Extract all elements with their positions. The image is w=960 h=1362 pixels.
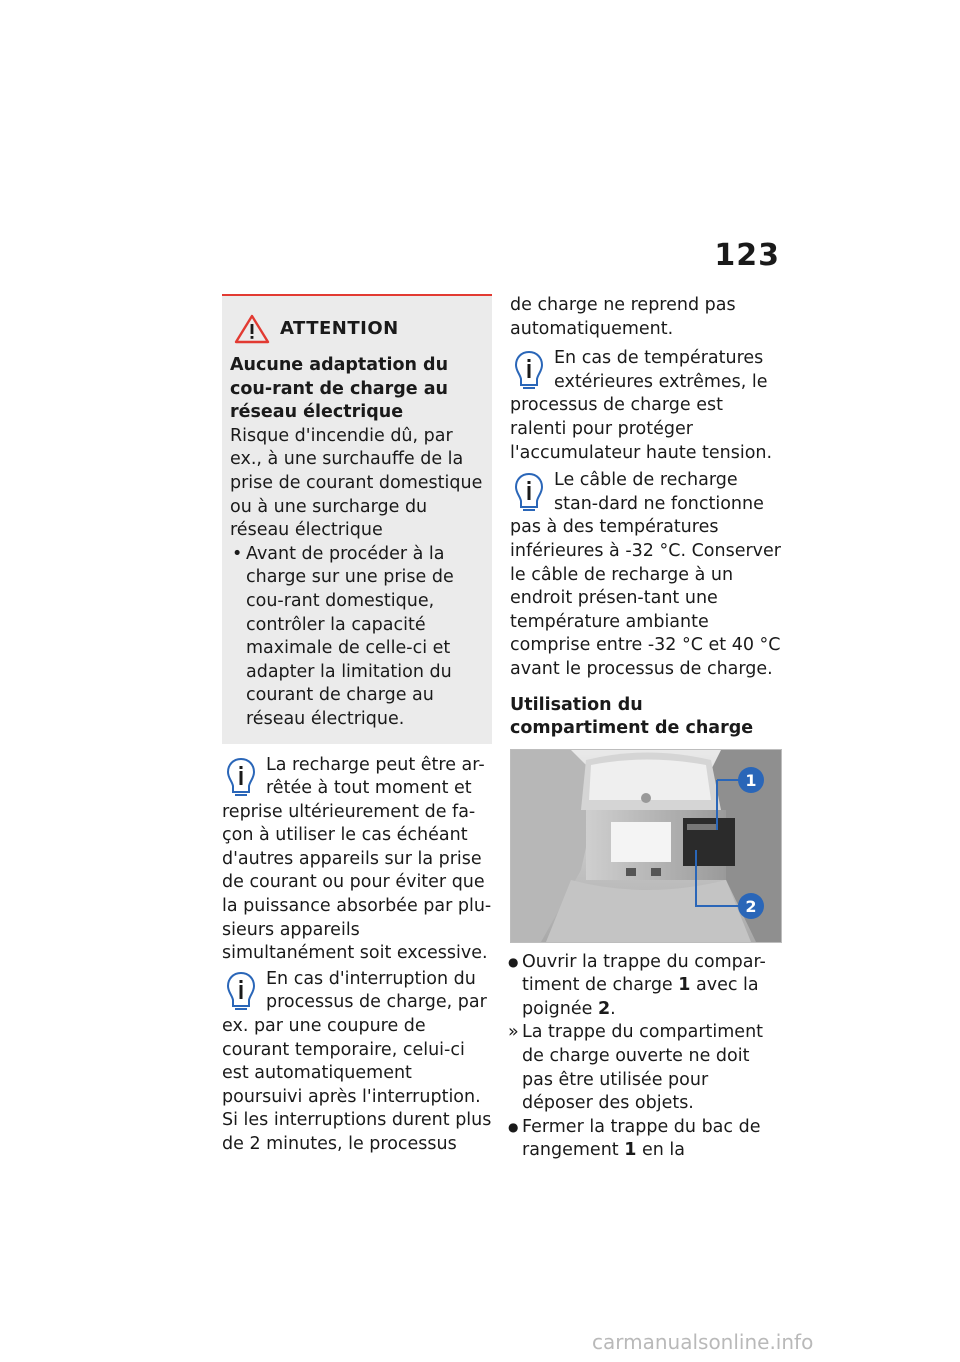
step-text: Fermer la trappe du bac de rangement <box>522 1116 761 1161</box>
warning-bullet: • Avant de procéder à la charge sur une prise de cou-rant domestique, contrôler la capacité maximale de celle-ci et adapter la limitation du courant de charge au réseau électrique. <box>230 543 484 732</box>
warning-triangle-icon <box>234 314 270 344</box>
step-item <box>510 1116 782 1163</box>
page-number: 123 <box>714 238 780 273</box>
info-icon <box>512 349 546 393</box>
info-note <box>510 469 782 681</box>
info-icon <box>512 471 546 515</box>
compartment-illustration <box>511 750 781 942</box>
info-icon <box>224 756 258 800</box>
step-item <box>510 951 782 1022</box>
note-text: En cas d'interruption du processus de charge, par ex. par une coupure de courant temporaire, celui-ci est automatiquement poursuivi après l'interruption. Si les interruptions durent plus de 2 minutes, le processus <box>222 968 492 1154</box>
step-ref: 1 <box>624 1140 637 1161</box>
warning-bullets <box>230 543 484 732</box>
step-ref: 2 <box>597 998 611 1019</box>
step-text: . <box>610 998 616 1019</box>
callout-1: 1 <box>745 770 757 790</box>
warning-body: Risque d'incendie dû, par ex., à une surchauffe de la prise de courant domestique ou à une surcharge du réseau électrique <box>230 425 483 541</box>
warning-header <box>230 314 484 344</box>
info-note <box>222 968 492 1157</box>
step-text: avec la poignée <box>522 975 759 1019</box>
warning-box <box>222 294 492 744</box>
watermark: carmanualsonline.info <box>592 1330 814 1354</box>
steps-list <box>510 951 782 1163</box>
right-column <box>510 294 782 1163</box>
continuation-text: de charge ne reprend pas automatiquement. <box>510 295 736 339</box>
note-text: La recharge peut être ar-rêtée à tout moment et reprise ultérieurement de fa-çon à utiliser le cas échéant d'autres appareils sur la prise de courant ou pour éviter que la puissance absorbée par plu-sieurs appareils simultanément soit excessive. <box>222 754 492 964</box>
result-item <box>510 1021 782 1115</box>
left-column <box>222 294 492 1159</box>
section-title: Utilisation du compartiment de charge <box>510 694 754 739</box>
step-text: Ouvrir la trappe du compar-timent de charge <box>522 951 766 996</box>
note-text: En cas de températures extérieures extrêmes, le processus de charge est ralenti pour protéger l'accumulateur haute tension. <box>510 348 773 463</box>
charging-compartment-photo <box>510 749 782 943</box>
info-note <box>222 754 492 966</box>
info-icon <box>224 970 258 1014</box>
warning-heading: Aucune adaptation du cou-rant de charge au réseau électrique <box>230 355 449 423</box>
step-ref: 1 <box>678 975 691 996</box>
note-text: Le câble de recharge stan-dard ne fonctionne pas à des températures inférieures à -32 °C. Conserver le câble de recharge à un endroit présen-tant une température ambiante comprise entre -32 °C et 40 °C avant le processus de charge. <box>510 470 781 679</box>
step-text: en la <box>636 1140 685 1161</box>
info-note <box>510 347 782 465</box>
step-text: La trappe du compartiment de charge ouverte ne doit pas être utilisée pour déposer des objets. <box>522 1022 764 1114</box>
warning-title: ATTENTION <box>280 318 399 340</box>
callout-2: 2 <box>745 896 757 916</box>
